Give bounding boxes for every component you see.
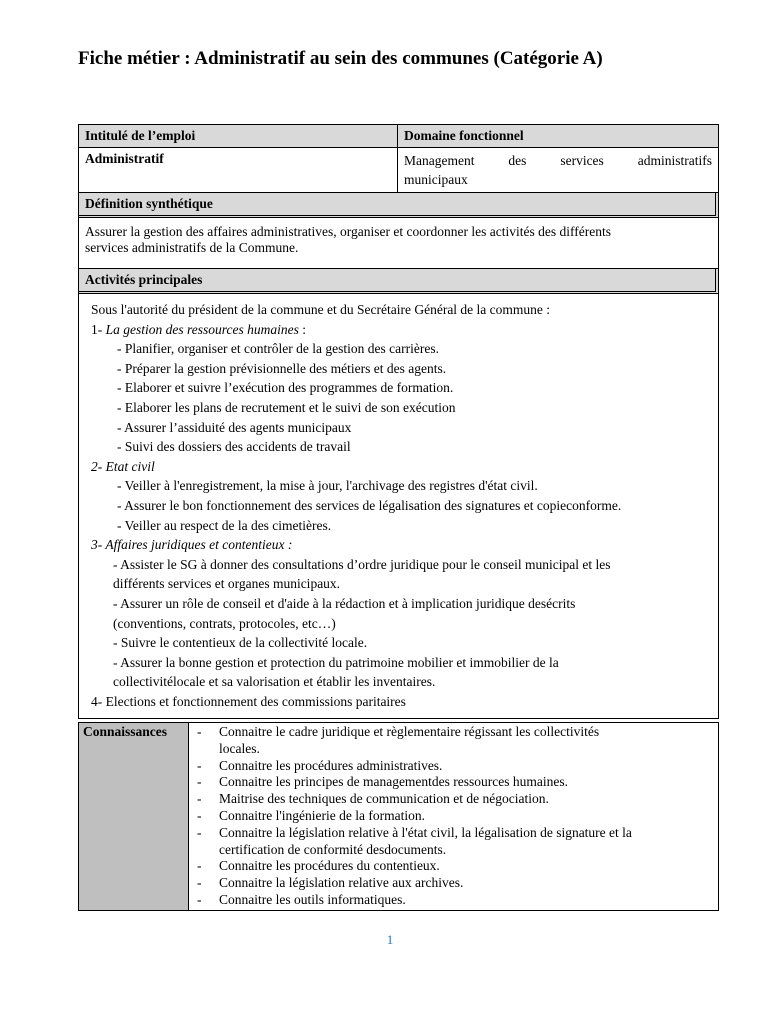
activity-item: - Suivi des dossiers des accidents de travail — [117, 439, 351, 455]
page-number: 1 — [386, 932, 394, 947]
activites-header: Activités principales — [79, 269, 716, 292]
header-intitule: Intitulé de l’emploi — [79, 125, 398, 148]
domaine-line2: municipaux — [404, 172, 468, 187]
domaine-word: services — [560, 153, 604, 168]
section-1-title: 1- La gestion des ressources humaines : — [91, 321, 307, 337]
domaine-word: administratifs — [637, 153, 712, 168]
knowledge-item: - Connaitre les principes de managementdes ressources humaines. — [197, 774, 569, 790]
definition-header: Définition synthétique — [79, 193, 716, 216]
connaissances-table — [78, 722, 719, 911]
knowledge-item: - Connaitre les procédures du contentieux. — [197, 858, 440, 874]
activites-content — [79, 294, 719, 719]
knowledge-item: - Connaitre les outils informatiques. — [197, 891, 406, 907]
domaine-word: Management — [404, 153, 475, 168]
activity-item-cont: collectivitélocale et sa valorisation et établir les inventaires. — [113, 674, 436, 690]
knowledge-item: - Maitrise des techniques de communication et de négociation. — [197, 791, 549, 807]
activity-item: - Planifier, organiser et contrôler de la gestion des carrières. — [117, 341, 439, 357]
knowledge-item: - Connaitre la législation relative à l'état civil, la légalisation de signature et la certification de conformité desdocuments. — [197, 824, 632, 857]
emploi-value: Administratif — [79, 148, 398, 193]
connaissances-list — [189, 723, 719, 911]
activity-item: - Veiller au respect de la des cimetières. — [117, 517, 332, 533]
activity-item: - Assister le SG à donner des consultations d’ordre juridique pour le conseil municipal et les — [113, 556, 611, 572]
activites-header-cell — [79, 269, 719, 294]
activity-item: - Veiller à l'enregistrement, la mise à jour, l'archivage des registres d'état civil. — [117, 478, 538, 494]
section-3-title: 3- Affaires juridiques et contentieux : — [91, 537, 293, 553]
activity-item: - Assurer la bonne gestion et protection du patrimoine mobilier et immobilier de la — [113, 654, 559, 670]
knowledge-item: - Connaitre le cadre juridique et règlementaire régissant les collectivités locales. — [197, 724, 600, 756]
job-sheet-table — [78, 124, 718, 719]
definition-line: Assurer la gestion des affaires administratives, organiser et coordonner les activités des différents — [85, 224, 611, 239]
domaine-word: des — [508, 153, 527, 168]
activity-item: - Assurer un rôle de conseil et d'aide à la rédaction et à implication juridique desécrits — [113, 595, 576, 611]
activity-item: - Préparer la gestion prévisionnelle des métiers et des agents. — [117, 360, 447, 376]
activity-item: - Elaborer et suivre l’exécution des programmes de formation. — [117, 380, 454, 396]
knowledge-item: - Connaitre l'ingénierie de la formation. — [197, 807, 425, 823]
activity-item: - Elaborer les plans de recrutement et le suivi de son exécution — [117, 399, 456, 415]
definition-header-cell — [79, 193, 719, 218]
activity-item: - Assurer le bon fonctionnement des services de légalisation des signatures et copieconforme. — [117, 497, 622, 513]
activity-item: - Assurer l’assiduité des agents municipaux — [117, 419, 352, 435]
section-2-title: 2- Etat civil — [91, 458, 155, 474]
activity-item-cont: (conventions, contrats, protocoles, etc…) — [113, 615, 336, 631]
domaine-value — [398, 148, 719, 193]
knowledge-item: - Connaitre les procédures administratives. — [197, 757, 443, 773]
knowledge-item: - Connaitre la législation relative aux archives. — [197, 875, 464, 891]
header-domaine: Domaine fonctionnel — [398, 125, 719, 148]
activity-item-cont: différents services et organes municipaux. — [113, 576, 341, 592]
connaissances-label: Connaissances — [79, 723, 189, 911]
activity-item: - Suivre le contentieux de la collectivité locale. — [113, 635, 368, 651]
definition-text — [79, 218, 719, 269]
section-4-title: 4- Elections et fonctionnement des commissions paritaires — [91, 693, 406, 709]
definition-line: services administratifs de la Commune. — [85, 240, 299, 255]
activites-intro: Sous l'autorité du président de la commune et du Secrétaire Général de la commune : — [91, 302, 551, 317]
page-title: Fiche métier : Administratif au sein des communes (Catégorie A) — [78, 48, 603, 69]
